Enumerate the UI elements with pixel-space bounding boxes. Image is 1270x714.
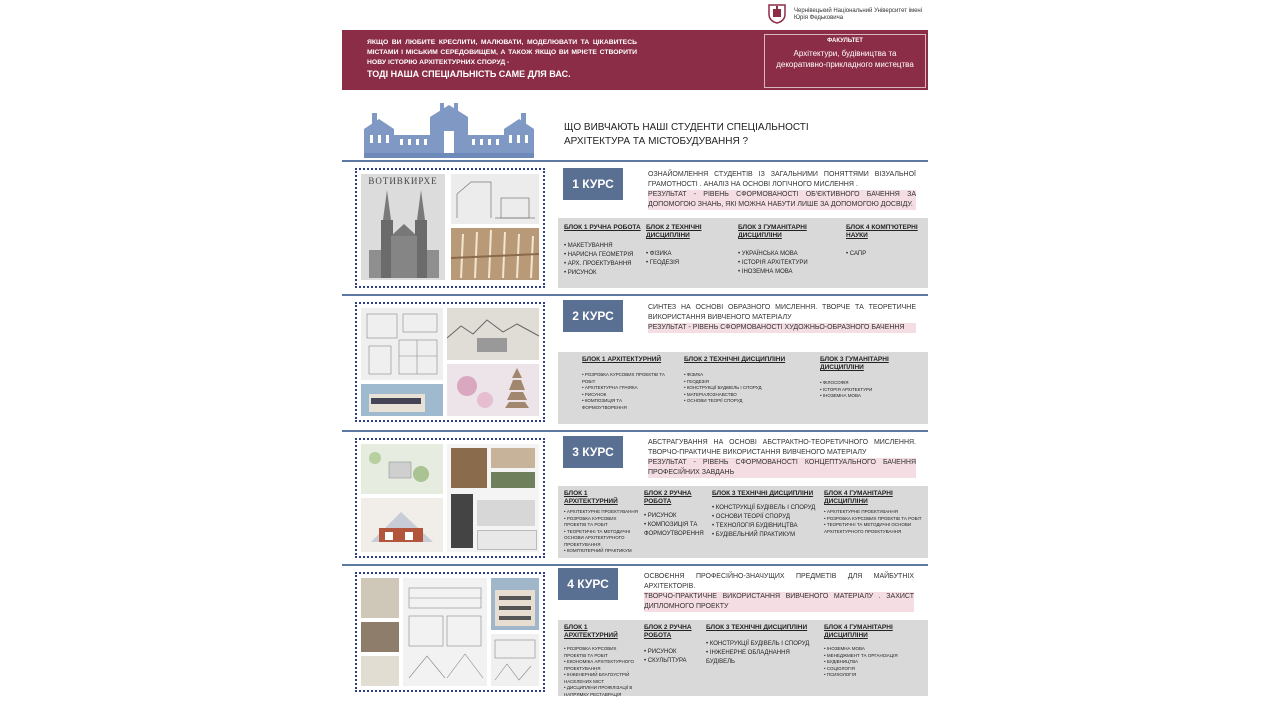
building-render bbox=[361, 498, 443, 552]
cathedral-drawing bbox=[369, 190, 439, 278]
list-item: • ОСНОВИ ТЕОРІЇ СПОРУД bbox=[684, 398, 800, 405]
block-title: БЛОК 4 ГУМАНІТАРНІ ДИСЦИПЛІНИ bbox=[824, 490, 893, 505]
photo-caption: ВОТИВКИРХЕ bbox=[368, 176, 438, 186]
course-4-blocks-panel bbox=[558, 620, 928, 696]
block-items bbox=[564, 646, 640, 698]
block-title: БЛОК 1 АРХІТЕКТУРНИЙ bbox=[582, 356, 662, 363]
course-1-description bbox=[648, 170, 916, 210]
poster bbox=[342, 0, 928, 714]
list-item: • МЕНЕДЖМЕНТ ТА ОРГАНІЗАЦІЯ bbox=[824, 653, 924, 660]
list-item: • ОСНОВИ ТЕОРІЇ СПОРУД bbox=[712, 513, 822, 522]
block-items bbox=[824, 509, 924, 535]
list-item: • ІСТОРІЯ АРХІТЕКТУРИ bbox=[820, 387, 924, 394]
list-item: • ІНЖЕНЕРНИЙ БЛАГОУСТРІЙ НАСЕЛЕНИХ МІСТ bbox=[564, 672, 640, 685]
block-items bbox=[706, 640, 820, 667]
sections-sheet-lines bbox=[491, 634, 539, 686]
block-items bbox=[644, 512, 710, 539]
course-3-block-2 bbox=[644, 490, 710, 539]
site-plan bbox=[361, 444, 443, 494]
list-item: • НАРИСНА ГЕОМЕТРІЯ bbox=[564, 251, 644, 260]
house-render bbox=[361, 384, 443, 416]
course-3-blocks-panel bbox=[558, 486, 928, 558]
faculty-box bbox=[764, 34, 926, 88]
list-item: • РИСУНОК bbox=[644, 512, 710, 521]
list-item: • КОНСТРУКЦІЇ БУДІВЕЛЬ І СПОРУД bbox=[712, 504, 822, 513]
course-3-block-3 bbox=[712, 490, 822, 540]
section-drawing-lines bbox=[451, 174, 539, 224]
block-items bbox=[644, 648, 706, 666]
block-title: БЛОК 4 ГУМАНІТАРНІ ДИСЦИПЛІНИ bbox=[824, 624, 893, 639]
presentation-board bbox=[447, 444, 539, 552]
course-1-result: РЕЗУЛЬТАТ - РІВЕНЬ СФОРМОВАНОСТІ ОБ'ЄКТИВНОГО БАЧЕННЯ ЗА ДОПОМОГОЮ ЗНАНЬ, ЯКІ МОЖНА НАБУТИ ЛИШЕ ЗА ДОПОМОГОЮ ДОСВІДУ. bbox=[648, 191, 916, 208]
course-1-label: 1 КУРС bbox=[563, 168, 623, 200]
course-4-label: 4 КУРС bbox=[558, 568, 618, 600]
block-items bbox=[738, 250, 838, 277]
block-items bbox=[820, 380, 924, 400]
list-item: • ТЕОРЕТИЧНІ ТА МЕТОДИЧНІ ОСНОВИ АРХІТЕКТУРНОГО ПРОЕКТУВАННЯ bbox=[564, 529, 640, 549]
list-item: • КОМПОЗИЦІЯ ТА ФОРМОУТВОРЕННЯ bbox=[644, 521, 710, 539]
course-1-block-3 bbox=[738, 224, 838, 277]
list-item: • ЕКОНОМІКА АРХІТЕКТУРНОГО ПРОЕКТУВАННЯ bbox=[564, 659, 640, 672]
course-3-desc-text: АБСТРАГУВАННЯ НА ОСНОВІ АБСТРАКТНО-ТЕОРЕТИЧНОГО МИСЛЕННЯ. ТВОРЧО-ПРАКТИЧНЕ ВИКОРИСТАННЯ ВИВЧЕНОГО МАТЕРІАЛУ bbox=[648, 439, 916, 456]
sections-sheet bbox=[491, 634, 539, 686]
list-item: • СОЦІОЛОГІЯ bbox=[824, 666, 924, 673]
block-title: БЛОК 2 ТЕХНІЧНІ ДИСЦИПЛІНИ bbox=[684, 356, 786, 363]
model-photo bbox=[361, 578, 399, 618]
banner-intro: ЯКЩО ВИ ЛЮБИТЕ КРЕСЛИТИ, МАЛЮВАТИ, МОДЕЛЮВАТИ ТА ЦІКАВИТЕСЬ МІСТАМИ І МІСЬКИМ СЕРЕДОВИЩЕМ, А ТАКОЖ ЯКЩО ВИ МРІЄТЕ СТВОРИТИ НОВУ ІСТОРІЮ АРХІТЕКТУРНИХ СПОРУД - bbox=[367, 39, 637, 66]
block-items bbox=[646, 250, 730, 268]
list-item: • ФІЗИКА bbox=[646, 250, 730, 259]
list-item: • АРХІТЕКТУРНА ГРАФІКА bbox=[582, 385, 666, 392]
list-item: • РОЗРОБКА КУРСОВИХ ПРОЕКТІВ ТА РОБІТ bbox=[564, 516, 640, 529]
list-item: • ІНОЗЕМНА МОВА bbox=[738, 268, 838, 277]
list-item: • ІНЖЕНЕРНЕ ОБЛАДНАННЯ БУДІВЕЛЬ bbox=[706, 649, 820, 667]
list-item: • ФІЗИКА bbox=[684, 372, 800, 379]
residential-render bbox=[491, 578, 539, 630]
course-4-block-2 bbox=[644, 624, 706, 666]
course-2-description bbox=[648, 303, 916, 333]
list-item: • АРХ. ПРОЕКТУВАННЯ bbox=[564, 260, 644, 269]
list-item: • СКУЛЬПТУРА bbox=[644, 657, 706, 666]
course-1-desc-text: ОЗНАЙОМЛЕННЯ СТУДЕНТІВ ІЗ ЗАГАЛЬНИМИ ПОНЯТТЯМИ ВІЗУАЛЬНОЇ ГРАМОТНОСТІ . АНАЛІЗ НА ОСНОВІ ЛОГІЧНОГО МИСЛЕННЯ . bbox=[648, 171, 916, 188]
course-4-description bbox=[644, 572, 914, 612]
block-title: БЛОК 1 РУЧНА РОБОТА bbox=[564, 224, 641, 231]
course-4-result: ТВОРЧО-ПРАКТИЧНЕ ВИКОРИСТАННЯ ВИВЧЕНОГО МАТЕРІАЛУ . ЗАХИСТ ДИПЛОМНОГО ПРОЕКТУ bbox=[644, 593, 914, 610]
wooden-model-photo bbox=[451, 228, 539, 280]
block-title: БЛОК 1 АРХІТЕКТУРНИЙ bbox=[564, 490, 618, 505]
list-item: • КОНСТРУКЦІЇ БУДІВЕЛЬ І СПОРУД bbox=[684, 385, 800, 392]
cathedral-photo bbox=[361, 174, 445, 280]
list-item: • ТЕХНОЛОГІЯ БУДІВНИЦТВА bbox=[712, 522, 822, 531]
list-item: • ІНОЗЕМНА МОВА bbox=[824, 646, 924, 653]
course-4-block-3 bbox=[706, 624, 820, 667]
list-item: • ІСТОРІЯ АРХІТЕКТУРИ bbox=[738, 259, 838, 268]
block-items bbox=[564, 242, 644, 278]
section-drawing bbox=[451, 174, 539, 224]
list-item: • САПР bbox=[846, 250, 926, 259]
block-title: БЛОК 2 РУЧНА РОБОТА bbox=[644, 490, 692, 505]
model-photo-2 bbox=[361, 656, 399, 686]
plans-drawing-lines bbox=[361, 308, 443, 380]
list-item: • БУДІВЕЛЬНИЙ ПРАКТИКУМ bbox=[712, 531, 822, 540]
list-item: • МАТЕРІАЛОЗНАВСТВО bbox=[684, 392, 800, 399]
drawings-sheet-lines bbox=[403, 578, 487, 686]
pagoda-drawing bbox=[447, 364, 539, 416]
course-1-block-2 bbox=[646, 224, 730, 268]
list-item: • ДИСЦИПЛІНИ ПРОФІЛІЗАЦІЇ В НАПРЯМКУ РЕСТАВРАЦІЯ bbox=[564, 685, 640, 698]
landscape-sketch bbox=[447, 308, 539, 360]
block-title: БЛОК 3 ТЕХНІЧНІ ДИСЦИПЛІНИ bbox=[706, 624, 808, 631]
course-1-blocks-panel bbox=[558, 218, 928, 288]
faculty-name: Архітектури, будівництва та декоративно-прикладного мистецтва bbox=[776, 49, 914, 69]
course-2-divider bbox=[342, 294, 928, 296]
intro-question: ЩО ВИВЧАЮТЬ НАШІ СТУДЕНТИ СПЕЦІАЛЬНОСТІ АРХІТЕКТУРА ТА МІСТОБУДУВАННЯ ? bbox=[564, 122, 809, 147]
building-render-shape bbox=[361, 498, 443, 552]
plans-drawing bbox=[361, 308, 443, 380]
list-item: • МАКЕТУВАННЯ bbox=[564, 242, 644, 251]
course-3-divider bbox=[342, 430, 928, 432]
course-2-block-3 bbox=[820, 356, 924, 400]
list-item: • РИСУНОК bbox=[564, 269, 644, 278]
course-2-block-2 bbox=[684, 356, 800, 405]
list-item: • БУДІВНИЦТВА bbox=[824, 659, 924, 666]
list-item: • КОМП'ЮТЕРНИЙ ПРАКТИКУМ bbox=[564, 548, 640, 555]
course-4-desc-text: ОСВОЄННЯ ПРОФЕСІЙНО-ЗНАЧУЩИХ ПРЕДМЕТІВ ДЛЯ МАЙБУТНІХ АРХІТЕКТОРІВ. bbox=[644, 573, 914, 590]
block-items bbox=[824, 646, 924, 679]
course-2-blocks-panel bbox=[558, 352, 928, 424]
list-item: • КОНСТРУКЦІЇ БУДІВЕЛЬ І СПОРУД bbox=[706, 640, 820, 649]
wooden-model-drawing bbox=[451, 228, 539, 280]
block-title: БЛОК 3 ТЕХНІЧНІ ДИСЦИПЛІНИ bbox=[712, 490, 814, 497]
list-item: • РОЗРОБКА КУРСОВИХ ПРОЕКТІВ ТА РОБІТ bbox=[824, 516, 924, 523]
university-logo-icon bbox=[766, 2, 788, 24]
list-item: • РОЗРОБКА КУРСОВИХ ПРОЕКТІВ ТА РОБІТ bbox=[564, 646, 640, 659]
course-1-block-4 bbox=[846, 224, 926, 259]
block-items bbox=[712, 504, 822, 540]
course-3-block-4 bbox=[824, 490, 924, 535]
course-3-photos bbox=[355, 438, 545, 558]
course-1-block-1 bbox=[564, 224, 644, 278]
list-item: • УКРАЇНСЬКА МОВА bbox=[738, 250, 838, 259]
course-2-label: 2 КУРС bbox=[563, 300, 623, 332]
interior-render bbox=[361, 622, 399, 652]
course-3-block-1 bbox=[564, 490, 640, 555]
course-1-divider bbox=[342, 160, 928, 162]
list-item: • КОМПОЗИЦІЯ ТА ФОРМОУТВОРЕННЯ bbox=[582, 398, 666, 411]
block-title: БЛОК 4 КОМП'ЮТЕРНІ НАУКИ bbox=[846, 224, 918, 239]
block-items bbox=[582, 372, 666, 411]
block-title: БЛОК 3 ГУМАНІТАРНІ ДИСЦИПЛІНИ bbox=[820, 356, 889, 371]
course-3-description bbox=[648, 438, 916, 478]
course-4-divider bbox=[342, 564, 928, 566]
block-title: БЛОК 2 ТЕХНІЧНІ ДИСЦИПЛІНИ bbox=[646, 224, 702, 239]
block-title: БЛОК 3 ГУМАНІТАРНІ ДИСЦИПЛІНИ bbox=[738, 224, 807, 239]
banner bbox=[342, 30, 928, 90]
course-4-photos bbox=[355, 572, 545, 692]
course-2-result: РЕЗУЛЬТАТ - РІВЕНЬ СФОРМОВАНОСТІ ХУДОЖНЬО-ОБРАЗНОГО БАЧЕННЯ bbox=[648, 323, 916, 333]
course-4-block-1 bbox=[564, 624, 640, 698]
course-2-block-1 bbox=[582, 356, 666, 411]
list-item: • РИСУНОК bbox=[644, 648, 706, 657]
list-item: • ФІЛОСОФІЯ bbox=[820, 380, 924, 387]
banner-highlight: ТОДІ НАША СПЕЦІАЛЬНІСТЬ САМЕ ДЛЯ ВАС. bbox=[367, 69, 571, 79]
pagoda-drawing-lines bbox=[447, 364, 539, 416]
site-plan-lines bbox=[361, 444, 443, 494]
block-title: БЛОК 1 АРХІТЕКТУРНИЙ bbox=[564, 624, 618, 639]
block-items bbox=[846, 250, 926, 259]
banner-text bbox=[367, 38, 637, 79]
course-3-label: 3 КУРС bbox=[563, 436, 623, 468]
university-name: Чернівецький Національний Університет імені Юрія Федьковича bbox=[794, 8, 923, 21]
course-1-photos bbox=[355, 168, 545, 288]
drawings-sheet bbox=[403, 578, 487, 686]
list-item: • РОЗРОБКА КУРСОВИХ ПРОЕКТІВ ТА РОБІТ bbox=[582, 372, 666, 385]
course-3-result: РЕЗУЛЬТАТ - РІВЕНЬ СФОРМОВАНОСТІ КОНЦЕПТУАЛЬНОГО БАЧЕННЯ ПРОФЕСІЙНИХ ЗАВДАНЬ bbox=[648, 459, 916, 476]
block-items bbox=[684, 372, 800, 405]
university-building-illustration bbox=[364, 103, 534, 158]
course-2-desc-text: СИНТЕЗ НА ОСНОВІ ОБРАЗНОГО МИСЛЕННЯ. ТВОРЧЕ ТА ТЕОРЕТИЧНЕ ВИКОРИСТАННЯ ВИВЧЕНОГО МАТЕРІАЛУ bbox=[648, 304, 916, 321]
list-item: • ТЕОРЕТИЧНІ ТА МЕТОДИЧНІ ОСНОВИ АРХІТЕКТУРНОГО ПРОЕКТУВАННЯ bbox=[824, 522, 924, 535]
block-items bbox=[564, 509, 640, 555]
list-item: • ГЕОДЕЗІЯ bbox=[646, 259, 730, 268]
landscape-sketch-lines bbox=[447, 308, 539, 360]
list-item: • ГЕОДЕЗІЯ bbox=[684, 379, 800, 386]
list-item: • РИСУНОК bbox=[582, 392, 666, 399]
block-title: БЛОК 2 РУЧНА РОБОТА bbox=[644, 624, 692, 639]
faculty-label: ФАКУЛЬТЕТ bbox=[827, 38, 863, 44]
course-4-block-4 bbox=[824, 624, 924, 679]
list-item: • ІНОЗЕМНА МОВА bbox=[820, 393, 924, 400]
list-item: • АРХІТЕКТУРНЕ ПРОЕКТУВАННЯ bbox=[824, 509, 924, 516]
list-item: • ПСИХОЛОГІЯ bbox=[824, 672, 924, 679]
list-item: • АРХІТЕКТУРНЕ ПРОЕКТУВАННЯ bbox=[564, 509, 640, 516]
course-2-photos bbox=[355, 302, 545, 422]
